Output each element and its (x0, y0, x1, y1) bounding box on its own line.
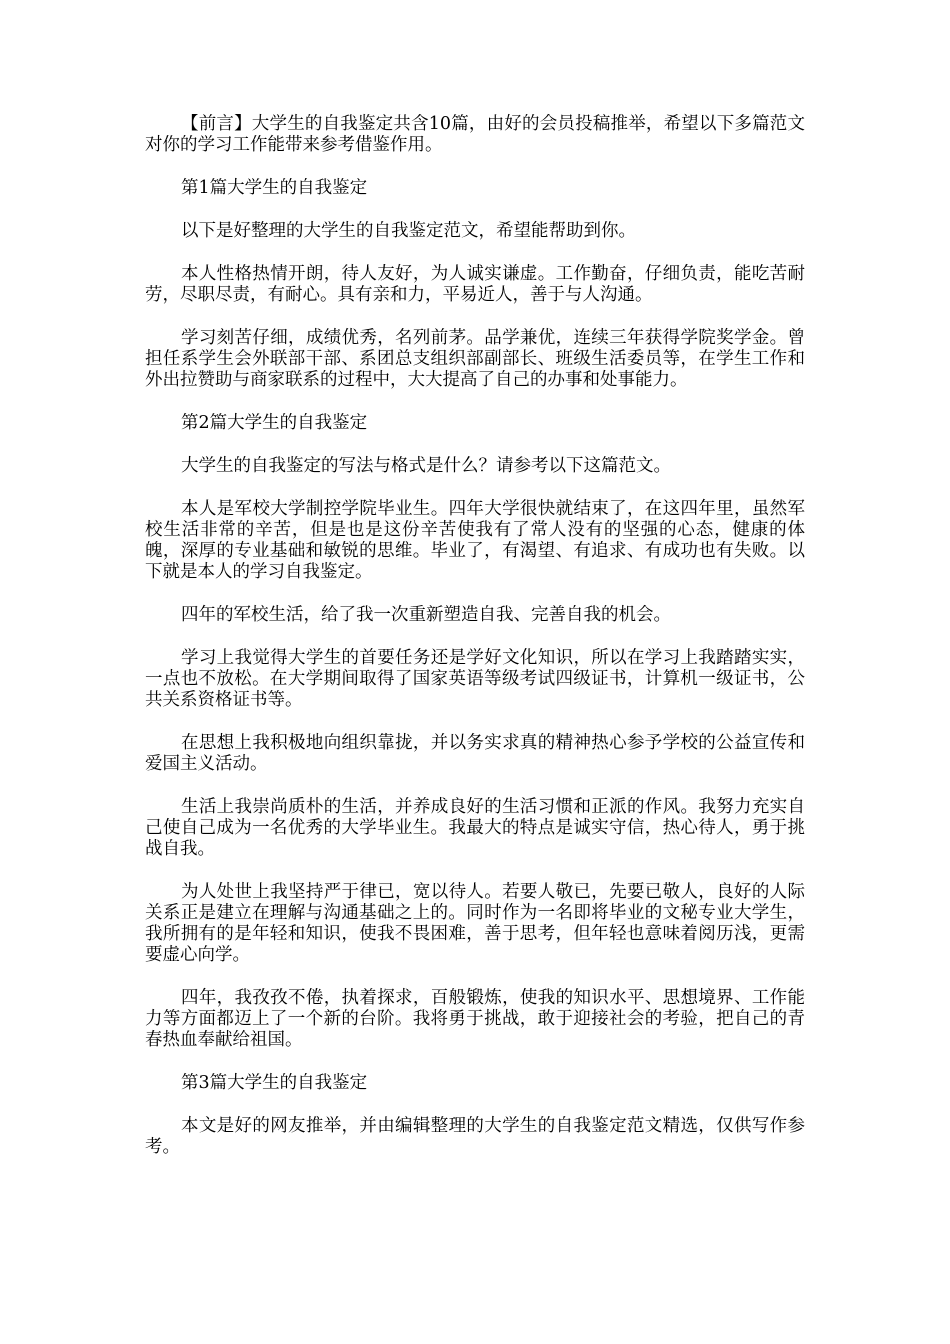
paragraph: 学习刻苦仔细，成绩优秀，名列前茅。品学兼优，连续三年获得学院奖学金。曾担任系学生会外联部干部、系团总支组织部副部长、班级生活委员等，在学生工作和外出拉赞助与商家联系的过程中，大大提高了自己的办事和处事能力。 (145, 328, 805, 390)
paragraph: 学习上我觉得大学生的首要任务还是学好文化知识，所以在学习上我踏踏实实，一点也不放松。在大学期间取得了国家英语等级考试四级证书，计算机一级证书，公共关系资格证书等。 (145, 648, 805, 710)
paragraph: 在思想上我积极地向组织靠拢，并以务实求真的精神热心参予学校的公益宣传和爱国主义活动。 (145, 733, 805, 774)
paragraph: 本人是军校大学制控学院毕业生。四年大学很快就结束了，在这四年里，虽然军校生活非常的辛苦，但是也是这份辛苦使我有了常人没有的坚强的心态，健康的体魄，深厚的专业基础和敏锐的思维。毕业了，有渴望、有追求、有成功也有失败。以下就是本人的学习自我鉴定。 (145, 499, 805, 582)
document-body (145, 114, 805, 1180)
paragraph: 本文是好的网友推举，并由编辑整理的大学生的自我鉴定范文精选，仅供写作参考。 (145, 1116, 805, 1157)
paragraph: 四年的军校生活，给了我一次重新塑造自我、完善自我的机会。 (181, 605, 671, 625)
section-heading-3: 第3篇大学生的自我鉴定 (181, 1073, 368, 1093)
preface-paragraph: 【前言】大学生的自我鉴定共含10篇，由好的会员投稿推举，希望以下多篇范文对你的学习工作能带来参考借鉴作用。 (145, 114, 805, 155)
paragraph: 为人处世上我坚持严于律已，宽以待人。若要人敬已，先要已敬人，良好的人际关系正是建立在理解与沟通基础之上的。同时作为一名即将毕业的文秘专业大学生，我所拥有的是年轻和知识，使我不畏困难，善于思考，但年轻也意味着阅历浅，更需要虚心向学。 (145, 882, 805, 965)
section-heading-2: 第2篇大学生的自我鉴定 (181, 413, 368, 433)
paragraph: 生活上我崇尚质朴的生活，并养成良好的生活习惯和正派的作风。我努力充实自己使自己成为一名优秀的大学毕业生。我最大的特点是诚实守信，热心待人，勇于挑战自我。 (145, 797, 805, 859)
paragraph: 本人性格热情开朗，待人友好，为人诚实谦虚。工作勤奋，仔细负责，能吃苦耐劳，尽职尽责，有耐心。具有亲和力，平易近人，善于与人沟通。 (145, 264, 805, 305)
section-heading-1: 第1篇大学生的自我鉴定 (181, 178, 368, 198)
paragraph: 大学生的自我鉴定的写法与格式是什么？请参考以下这篇范文。 (181, 456, 671, 476)
paragraph: 四年，我孜孜不倦，执着探求，百般锻炼，使我的知识水平、思想境界、工作能力等方面都迈上了一个新的台阶。我将勇于挑战，敢于迎接社会的考验，把自己的青春热血奉献给祖国。 (145, 988, 805, 1050)
paragraph: 以下是好整理的大学生的自我鉴定范文，希望能帮助到你。 (181, 221, 636, 241)
